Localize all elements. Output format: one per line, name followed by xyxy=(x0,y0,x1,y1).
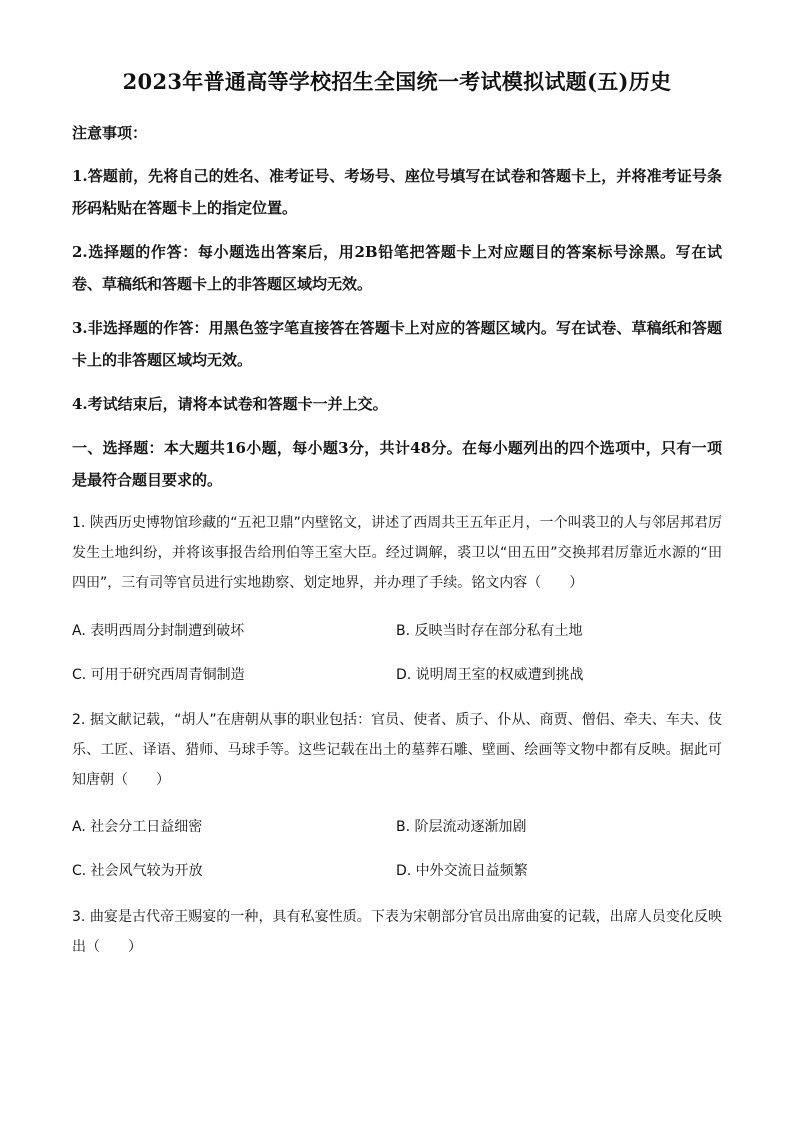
question-option: C. 社会风气较为开放 xyxy=(72,863,203,879)
notice-item: 1.答题前，先将自己的姓名、准考证号、考场号、座位号填写在试卷和答题卡上，并将准考证号条形码粘贴在答题卡上的指定位置。 xyxy=(72,167,722,217)
question-stem: 1. 陕西历史博物馆珍藏的“五祀卫鼎”内壁铭文，讲述了西周共王五年正月，一个叫裘卫的人与邻居邦君厉发生土地纠纷，并将该事报告给刑伯等王室大臣。经过调解，裘卫以“田五田”交换邦君厉靠近水源的“田四田”，三有司等官员进行实地勘察、划定地界，并办理了手续。铭文内容（ ） xyxy=(72,515,722,591)
notice-heading: 注意事项： xyxy=(72,124,148,142)
page-title: 2023年普通高等学校招生全国统一考试模拟试题(五)历史 xyxy=(122,69,672,94)
question-option: D. 说明周王室的权威遭到挑战 xyxy=(396,667,584,683)
notice-item: 3.非选择题的作答：用黑色签字笔直接答在答题卡上对应的答题区域内。写在试卷、草稿纸和答题卡上的非答题区域均无效。 xyxy=(72,319,722,369)
question-option: A. 社会分工日益细密 xyxy=(72,819,203,835)
question-option: B. 反映当时存在部分私有土地 xyxy=(396,623,583,639)
notice-item: 4.考试结束后，请将本试卷和答题卡一并上交。 xyxy=(72,395,388,413)
question-option: A. 表明西周分封制遭到破坏 xyxy=(72,623,245,639)
question-option: D. 中外交流日益频繁 xyxy=(396,863,528,879)
question-stem: 3. 曲宴是古代帝王赐宴的一种，具有私宴性质。下表为宋朝部分官员出席曲宴的记载，出席人员变化反映出（ ） xyxy=(72,909,722,955)
section-heading: 一、选择题：本大题共16小题，每小题3分，共计48分。在每小题列出的四个选项中，只有一项是最符合题目要求的。 xyxy=(72,439,722,489)
question-option: C. 可用于研究西周青铜制造 xyxy=(72,667,245,683)
question-option: B. 阶层流动逐渐加剧 xyxy=(396,819,527,835)
question-stem: 2. 据文献记载，“胡人”在唐朝从事的职业包括：官员、使者、质子、仆从、商贾、僧侣、牵夫、车夫、伎乐、工匠、译语、猎师、马球手等。这些记载在出土的墓葬石雕、壁画、绘画等文物中都有反映。据此可知唐朝（ ） xyxy=(72,712,722,788)
notice-item: 2.选择题的作答：每小题选出答案后，用2B铅笔把答题卡上对应题目的答案标号涂黑。写在试卷、草稿纸和答题卡上的非答题区域均无效。 xyxy=(72,243,722,293)
